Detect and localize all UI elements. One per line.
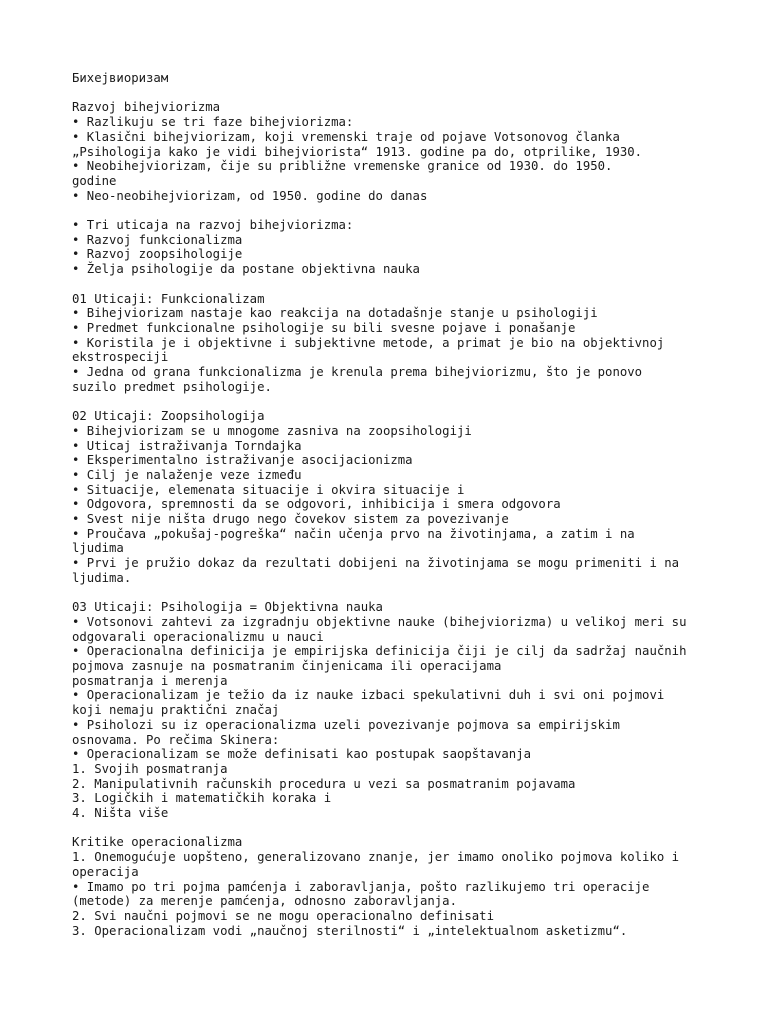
text-line: pojmova zasnuje na posmatranim činjenicama ili operacijama — [72, 659, 502, 674]
bullet-item: • Predmet funkcionalne psihologije su bili svesne pojave i ponašanje — [72, 320, 576, 335]
text-line: ljudima — [72, 541, 124, 556]
bullet-item: • Operacionalizam se može definisati kao postupak saopštavanja — [72, 747, 532, 762]
numbered-item: 2. Manipulativnih računskih procedura u vezi sa posmatranim pojavama — [72, 776, 576, 791]
section-heading: 03 Uticaji: Psihologija = Objektivna nauka — [72, 600, 383, 615]
blank-line — [72, 394, 732, 409]
text-line: (metode) za merenje pamćenja, odnosno zaboravljanja. — [72, 894, 457, 909]
text-line: operacija — [72, 864, 139, 879]
document-body — [72, 71, 732, 938]
bullet-item: • Eksperimentalno istraživanje asocijacionizma — [72, 453, 413, 468]
bullet-item: • Operacionalna definicija je empirijska definicija čiji je cilj da sadržaj naučnih — [72, 644, 687, 659]
bullet-item: • Klasični bihejviorizam, koji vremenski traje od pojave Votsonovog članka — [72, 129, 620, 144]
bullet-item: • Bihejviorizam se u mnogome zasniva na zoopsihologiji — [72, 423, 472, 438]
section-heading: 01 Uticaji: Funkcionalizam — [72, 291, 265, 306]
text-line: godine — [72, 173, 117, 188]
bullet-item: • Razvoj zoopsihologije — [72, 247, 243, 262]
section-heading: 02 Uticaji: Zoopsihologija — [72, 409, 265, 424]
document-title: Бихејвиоризам — [72, 71, 169, 85]
numbered-item: 2. Svi naučni pojmovi se ne mogu operacionalno definisati — [72, 908, 494, 923]
text-line: osnovama. Po rečima Skinera: — [72, 732, 280, 747]
numbered-item: 3. Logičkih i matematičkih koraka i — [72, 791, 332, 806]
text-line: posmatranja i merenja — [72, 673, 228, 688]
bullet-item: • Proučava „pokušaj-pogreška“ način učenja prvo na životinjama, a zatim i na — [72, 526, 635, 541]
text-line: „Psihologija kako je vidi bihejviorista“ 1913. godine pa do, otprilike, 1930. — [72, 144, 643, 159]
bullet-item: • Jedna od grana funkcionalizma je krenula prema bihejviorizmu, što je ponovo — [72, 365, 643, 380]
blank-line — [72, 821, 732, 836]
bullet-item: • Situacije, elemenata situacije i okvira situacije i — [72, 482, 465, 497]
numbered-item: 1. Onemogućuje uopšteno, generalizovano znanje, jer imamo onoliko pojmova koliko i — [72, 850, 680, 865]
bullet-item: • Želja psihologije da postane objektivna nauka — [72, 262, 420, 277]
text-line: koji nemaju praktični značaj — [72, 703, 280, 718]
bullet-item: • Psiholozi su iz operacionalizma uzeli povezivanje pojmova sa empirijskim — [72, 717, 620, 732]
numbered-item: 1. Svojih posmatranja — [72, 761, 228, 776]
bullet-item: • Uticaj istraživanja Torndajka — [72, 438, 302, 453]
section-heading: Kritike operacionalizma — [72, 835, 243, 850]
numbered-item: 3. Operacionalizam vodi „naučnoj sterilnosti“ i „intelektualnom asketizmu“. — [72, 923, 628, 938]
text-line: ekstrospeciji — [72, 350, 169, 365]
bullet-item: • Operacionalizam je težio da iz nauke izbaci spekulativni duh i svi oni pojmovi — [72, 688, 665, 703]
text-line: odgovarali operacionalizmu u nauci — [72, 629, 324, 644]
bullet-item: • Cilj je nalaženje veze između — [72, 467, 302, 482]
text-line: suzilo predmet psihologije. — [72, 379, 272, 394]
blank-line — [72, 203, 732, 218]
bullet-item: • Razvoj funkcionalizma — [72, 232, 243, 247]
blank-line — [72, 86, 732, 101]
bullet-item: • Prvi je pružio dokaz da rezultati dobijeni na životinjama se mogu primeniti i na — [72, 556, 680, 571]
bullet-item: • Votsonovi zahtevi za izgradnju objektivne nauke (bihejviorizma) u velikoj meri su — [72, 614, 687, 629]
text-line: ljudima. — [72, 570, 132, 585]
section-heading: Razvoj bihejviorizma — [72, 100, 221, 115]
bullet-item: • Bihejviorizam nastaje kao reakcija na dotadašnje stanje u psihologiji — [72, 306, 598, 321]
bullet-item: • Tri uticaja na razvoj bihejviorizma: — [72, 218, 354, 232]
bullet-item: • Neobihejviorizam, čije su približne vremenske granice od 1930. do 1950. — [72, 159, 613, 174]
numbered-item: 4. Ništa više — [72, 806, 169, 821]
blank-line — [72, 277, 732, 292]
bullet-item: • Razlikuju se tri faze bihejviorizma: — [72, 115, 354, 130]
bullet-item: • Imamo po tri pojma pamćenja i zaboravljanja, pošto razlikujemo tri operacije — [72, 879, 650, 894]
bullet-item: • Odgovora, spremnosti da se odgovori, inhibicija i smera odgovora — [72, 497, 561, 512]
bullet-item: • Neo-neobihejviorizam, od 1950. godine do danas — [72, 188, 428, 203]
blank-line — [72, 586, 732, 601]
bullet-item: • Koristila je i objektivne i subjektivne metode, a primat je bio na objektivnoj — [72, 335, 665, 350]
bullet-item: • Svest nije ništa drugo nego čovekov sistem za povezivanje — [72, 512, 509, 527]
